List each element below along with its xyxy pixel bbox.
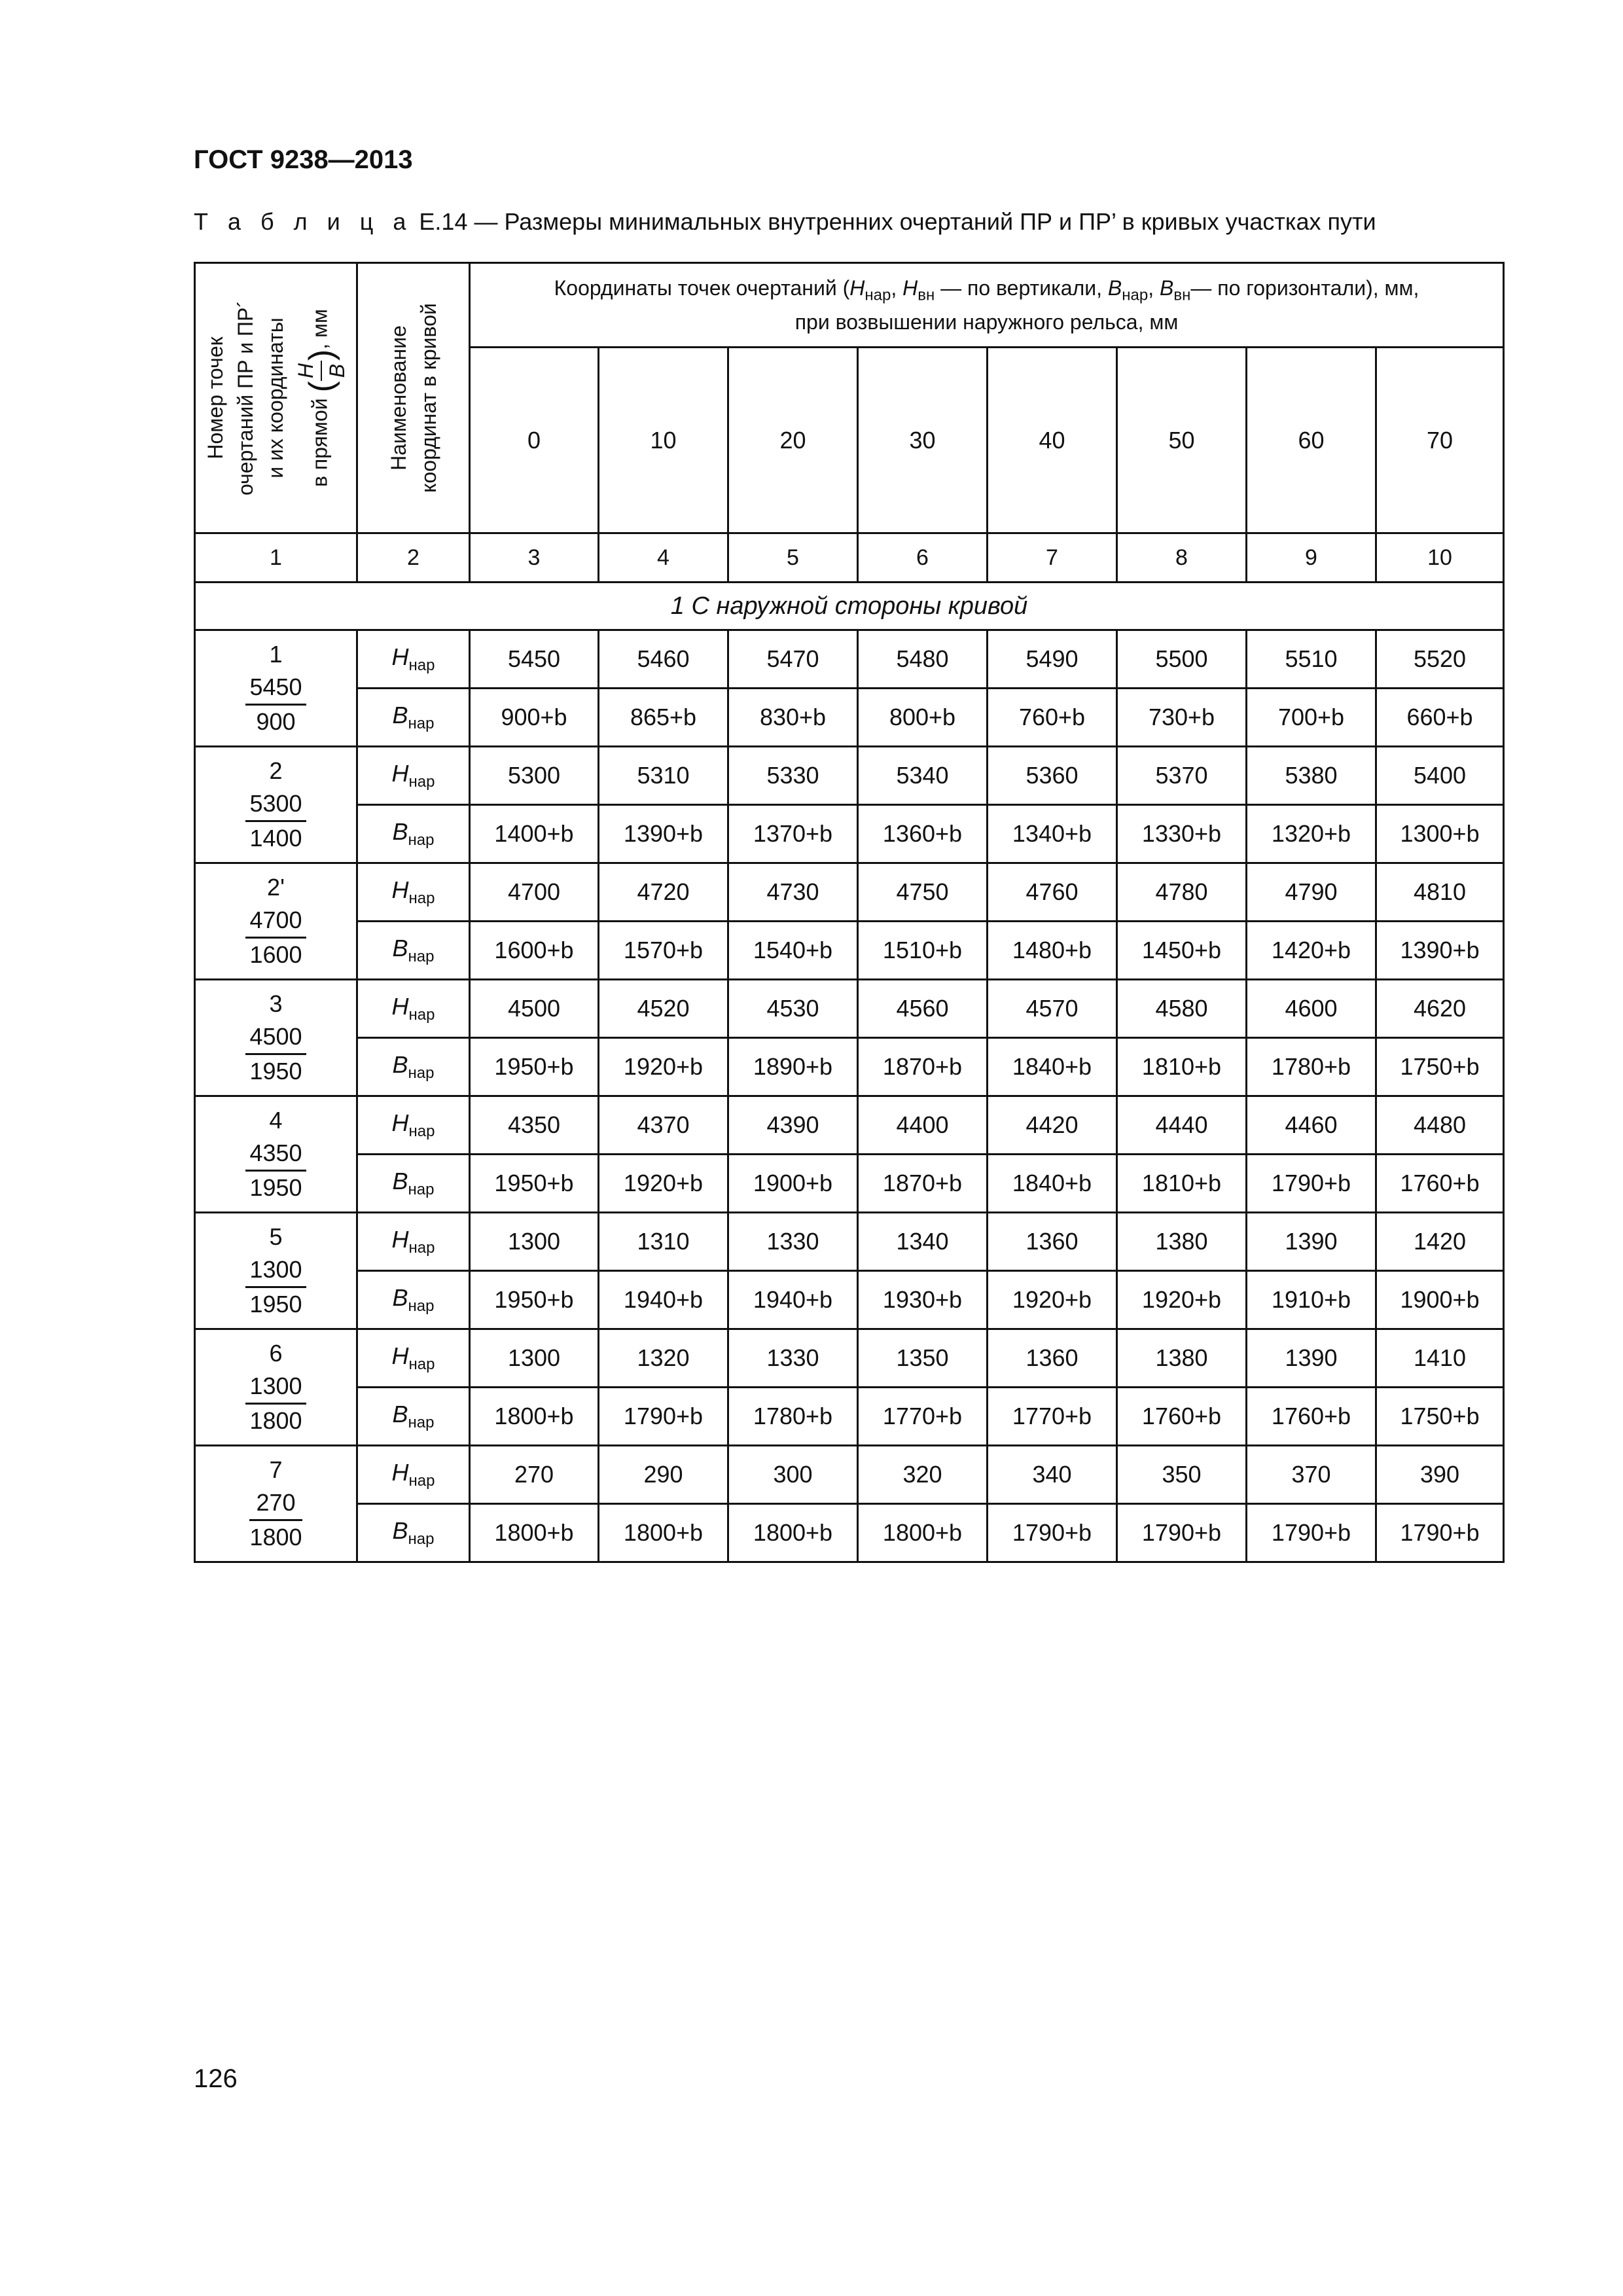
table-row: [195, 689, 1504, 747]
value-b: 1800+b: [728, 1504, 858, 1562]
point-id: 7: [269, 1456, 283, 1483]
point-coordinates: [249, 1486, 302, 1554]
header-coord-line-2: координат в кривой: [416, 303, 440, 493]
value-b: 1920+b: [599, 1155, 728, 1213]
value-b: 1780+b: [1247, 1038, 1376, 1096]
value-h: 4780: [1117, 863, 1247, 922]
point-h: 4700: [245, 904, 306, 939]
value-h: 300: [728, 1446, 858, 1504]
header-coord-line-1: Наименование: [386, 325, 410, 471]
value-b: 1320+b: [1247, 805, 1376, 863]
point-cell: [195, 1096, 357, 1213]
point-coordinates: [245, 1253, 306, 1321]
point-b: 1950: [249, 1291, 302, 1318]
value-b: 1400+b: [470, 805, 599, 863]
point-id: 4: [269, 1107, 283, 1134]
value-h: 4400: [858, 1096, 988, 1155]
value-h: 1390: [1247, 1329, 1376, 1388]
point-h: 4500: [245, 1020, 306, 1055]
point-b: 1600: [249, 941, 302, 968]
point-coordinates: [245, 787, 306, 855]
value-b: 1390+b: [599, 805, 728, 863]
value-b: 1360+b: [858, 805, 988, 863]
value-b: 1390+b: [1376, 922, 1504, 980]
value-b: 1780+b: [728, 1388, 858, 1446]
header-elevation: 20: [728, 348, 858, 533]
value-h: 5460: [599, 630, 728, 689]
column-number: 9: [1247, 533, 1376, 583]
value-b: 1760+b: [1376, 1155, 1504, 1213]
table-row: [195, 1388, 1504, 1446]
value-b: 1340+b: [988, 805, 1117, 863]
value-b: 1770+b: [988, 1388, 1117, 1446]
value-b: 1920+b: [599, 1038, 728, 1096]
point-coordinates: [245, 1020, 306, 1088]
table-row: [195, 1038, 1504, 1096]
column-number: 4: [599, 533, 728, 583]
header-point-unit: , мм: [307, 308, 331, 350]
point-h: 1300: [245, 1253, 306, 1288]
value-h: 4750: [858, 863, 988, 922]
value-b: 1930+b: [858, 1271, 988, 1329]
value-b: 1510+b: [858, 922, 988, 980]
coordinate-name-b: $B_{нар}$: [357, 689, 470, 747]
header-point-number: [195, 263, 357, 533]
point-coordinates: [245, 1370, 306, 1437]
header-point-straight: в прямой: [307, 398, 331, 488]
header-elevation: 0: [470, 348, 599, 533]
value-h: 5490: [988, 630, 1117, 689]
value-h: 4350: [470, 1096, 599, 1155]
header-point-line-3: и их координаты: [263, 317, 287, 478]
value-h: 4810: [1376, 863, 1504, 922]
value-b: 1890+b: [728, 1038, 858, 1096]
value-h: 4480: [1376, 1096, 1504, 1155]
coordinate-name-h: $H_{нар}$: [357, 1446, 470, 1504]
value-h: 5310: [599, 747, 728, 805]
value-b: 1330+b: [1117, 805, 1247, 863]
table-row: [195, 747, 1504, 805]
value-b: 1800+b: [599, 1504, 728, 1562]
document-header: ГОСТ 9238—2013: [194, 145, 413, 174]
coordinate-name-h: $H_{нар}$: [357, 1329, 470, 1388]
value-h: 4700: [470, 863, 599, 922]
value-h: 1390: [1247, 1213, 1376, 1271]
value-h: 4620: [1376, 980, 1504, 1038]
column-number: 7: [988, 533, 1117, 583]
caption-text: Е.14 — Размеры минимальных внутренних очертаний ПР и ПР’ в кривых участках пути: [412, 208, 1376, 235]
header-point-line-2: очертаний ПР и ПР´: [233, 300, 257, 496]
value-b: 1910+b: [1247, 1271, 1376, 1329]
value-h: 4420: [988, 1096, 1117, 1155]
value-h: 4560: [858, 980, 988, 1038]
value-h: 370: [1247, 1446, 1376, 1504]
value-h: 5340: [858, 747, 988, 805]
header-point-fraction: H B: [291, 361, 352, 381]
point-id: 2: [269, 757, 283, 784]
value-h: 4730: [728, 863, 858, 922]
coordinate-name-h: $H_{нар}$: [357, 1096, 470, 1155]
value-b: 1810+b: [1117, 1038, 1247, 1096]
coordinate-name-h: $H_{нар}$: [357, 747, 470, 805]
point-cell: [195, 630, 357, 747]
value-b: 1900+b: [728, 1155, 858, 1213]
header-elevation: 40: [988, 348, 1117, 533]
coordinate-name-b: $B_{нар}$: [357, 1271, 470, 1329]
coordinate-name-b: $B_{нар}$: [357, 1155, 470, 1213]
value-h: 5450: [470, 630, 599, 689]
point-h: 1300: [245, 1370, 306, 1405]
value-b: 1450+b: [1117, 922, 1247, 980]
value-h: 4760: [988, 863, 1117, 922]
value-b: 830+b: [728, 689, 858, 747]
value-b: 1840+b: [988, 1038, 1117, 1096]
value-h: 350: [1117, 1446, 1247, 1504]
point-b: 1950: [249, 1174, 302, 1201]
point-cell: [195, 1446, 357, 1562]
value-h: 1330: [728, 1329, 858, 1388]
point-id: 6: [269, 1340, 283, 1367]
point-b: 1950: [249, 1058, 302, 1085]
column-number: 1: [195, 533, 357, 583]
header-elevation: 60: [1247, 348, 1376, 533]
point-h: 5300: [245, 787, 306, 822]
value-h: 4790: [1247, 863, 1376, 922]
header-coordinate-name: [357, 263, 470, 533]
point-id: 1: [269, 641, 283, 668]
value-b: 1370+b: [728, 805, 858, 863]
coord-title-line-1: Координаты точек очертаний ($H_{нар}$, $H_{вн}$ — по вертикали, $B_{нар}$, $B_{вн}—$ по горизонтали), мм,: [554, 276, 1419, 304]
point-id: 3: [269, 990, 283, 1017]
table-row: [195, 1504, 1504, 1562]
value-h: 390: [1376, 1446, 1504, 1504]
value-h: 5470: [728, 630, 858, 689]
value-h: 340: [988, 1446, 1117, 1504]
value-b: 1790+b: [1247, 1155, 1376, 1213]
value-h: 1380: [1117, 1213, 1247, 1271]
point-b: 900: [256, 708, 296, 735]
table-row: [195, 1329, 1504, 1388]
value-h: 1360: [988, 1329, 1117, 1388]
value-b: 800+b: [858, 689, 988, 747]
header-coordinates-title: [470, 263, 1504, 348]
value-h: 1380: [1117, 1329, 1247, 1388]
point-cell: [195, 863, 357, 980]
value-b: 1950+b: [470, 1038, 599, 1096]
table-row: [195, 922, 1504, 980]
table-row: [195, 1213, 1504, 1271]
value-h: 4580: [1117, 980, 1247, 1038]
header-elevation: 10: [599, 348, 728, 533]
point-coordinates: [245, 904, 306, 971]
caption-label: Т а б л и ц а: [194, 208, 413, 235]
value-b: 1900+b: [1376, 1271, 1504, 1329]
value-b: 1540+b: [728, 922, 858, 980]
value-h: 320: [858, 1446, 988, 1504]
value-h: 270: [470, 1446, 599, 1504]
point-cell: [195, 1213, 357, 1329]
value-h: 4390: [728, 1096, 858, 1155]
value-b: 900+b: [470, 689, 599, 747]
table-row: [195, 1271, 1504, 1329]
value-b: 1950+b: [470, 1271, 599, 1329]
coordinate-name-b: $B_{нар}$: [357, 805, 470, 863]
value-h: 4600: [1247, 980, 1376, 1038]
coordinate-name-h: $H_{нар}$: [357, 1213, 470, 1271]
header-point-line-4: в прямой ( H B ), мм: [291, 300, 352, 495]
point-b: 1800: [249, 1524, 302, 1551]
point-cell: [195, 980, 357, 1096]
page-number: 126: [194, 2064, 238, 2093]
value-b: 1790+b: [1117, 1504, 1247, 1562]
value-b: 1940+b: [599, 1271, 728, 1329]
value-h: 1350: [858, 1329, 988, 1388]
value-b: 1810+b: [1117, 1155, 1247, 1213]
value-h: 5360: [988, 747, 1117, 805]
column-number: 6: [858, 533, 988, 583]
header-elevation: 50: [1117, 348, 1247, 533]
point-b: 1800: [249, 1407, 302, 1434]
point-h: 5450: [245, 671, 306, 706]
coordinate-name-b: $B_{нар}$: [357, 922, 470, 980]
point-cell: [195, 1329, 357, 1446]
column-number: 3: [470, 533, 599, 583]
point-id: 5: [269, 1223, 283, 1250]
value-h: 5520: [1376, 630, 1504, 689]
value-b: 865+b: [599, 689, 728, 747]
table-row: [195, 1155, 1504, 1213]
value-h: 4530: [728, 980, 858, 1038]
value-b: 1570+b: [599, 922, 728, 980]
value-b: 1870+b: [858, 1155, 988, 1213]
value-h: 1300: [470, 1329, 599, 1388]
value-b: 1950+b: [470, 1155, 599, 1213]
value-h: 1310: [599, 1213, 728, 1271]
value-b: 1800+b: [470, 1504, 599, 1562]
value-b: 760+b: [988, 689, 1117, 747]
table-row: [195, 863, 1504, 922]
value-h: 5480: [858, 630, 988, 689]
value-h: 5500: [1117, 630, 1247, 689]
point-cell: [195, 747, 357, 863]
value-h: 1320: [599, 1329, 728, 1388]
coordinate-name-h: $H_{нар}$: [357, 630, 470, 689]
value-h: 5380: [1247, 747, 1376, 805]
value-h: 1300: [470, 1213, 599, 1271]
coordinate-name-h: $H_{нар}$: [357, 980, 470, 1038]
dimensions-table: [194, 262, 1505, 1563]
value-b: 730+b: [1117, 689, 1247, 747]
header-elevation: 30: [858, 348, 988, 533]
point-b: 1400: [249, 825, 302, 852]
value-b: 1940+b: [728, 1271, 858, 1329]
value-h: 5510: [1247, 630, 1376, 689]
coordinate-name-b: $B_{нар}$: [357, 1504, 470, 1562]
value-b: 1770+b: [858, 1388, 988, 1446]
header-elevation: 70: [1376, 348, 1504, 533]
table-row: [195, 1446, 1504, 1504]
value-b: 1840+b: [988, 1155, 1117, 1213]
column-number: 2: [357, 533, 470, 583]
value-h: 5400: [1376, 747, 1504, 805]
value-h: 4500: [470, 980, 599, 1038]
value-b: 1300+b: [1376, 805, 1504, 863]
value-b: 1480+b: [988, 922, 1117, 980]
value-h: 5330: [728, 747, 858, 805]
value-b: 1750+b: [1376, 1038, 1504, 1096]
value-b: 1800+b: [470, 1388, 599, 1446]
point-h: 270: [249, 1486, 302, 1521]
value-h: 1330: [728, 1213, 858, 1271]
value-b: 1760+b: [1117, 1388, 1247, 1446]
column-number: 5: [728, 533, 858, 583]
point-id: 2': [267, 874, 285, 901]
value-b: 1920+b: [1117, 1271, 1247, 1329]
value-h: 1420: [1376, 1213, 1504, 1271]
value-h: 4370: [599, 1096, 728, 1155]
section-title: 1 С наружной стороны кривой: [195, 583, 1504, 630]
value-b: 1750+b: [1376, 1388, 1504, 1446]
value-h: 5370: [1117, 747, 1247, 805]
value-h: 1360: [988, 1213, 1117, 1271]
point-h: 4350: [245, 1137, 306, 1172]
value-h: 290: [599, 1446, 728, 1504]
table-row: [195, 630, 1504, 689]
coordinate-name-b: $B_{нар}$: [357, 1038, 470, 1096]
column-number: 8: [1117, 533, 1247, 583]
value-h: 4460: [1247, 1096, 1376, 1155]
value-b: 1420+b: [1247, 922, 1376, 980]
value-h: 4440: [1117, 1096, 1247, 1155]
value-b: 1920+b: [988, 1271, 1117, 1329]
coord-title-line-2: при возвышении наружного рельса, мм: [794, 310, 1179, 334]
header-point-line-1: Номер точек: [203, 336, 227, 459]
value-b: 1790+b: [988, 1504, 1117, 1562]
point-coordinates: [245, 671, 306, 738]
value-b: 1600+b: [470, 922, 599, 980]
table-caption: [194, 208, 1376, 236]
value-b: 660+b: [1376, 689, 1504, 747]
table-row: [195, 1096, 1504, 1155]
value-h: 4520: [599, 980, 728, 1038]
value-b: 1870+b: [858, 1038, 988, 1096]
value-h: 1410: [1376, 1329, 1504, 1388]
value-b: 1800+b: [858, 1504, 988, 1562]
column-number: 10: [1376, 533, 1504, 583]
value-b: 700+b: [1247, 689, 1376, 747]
value-b: 1760+b: [1247, 1388, 1376, 1446]
table-row: [195, 805, 1504, 863]
value-h: 4720: [599, 863, 728, 922]
value-b: 1790+b: [599, 1388, 728, 1446]
point-coordinates: [245, 1137, 306, 1204]
table-row: [195, 980, 1504, 1038]
value-h: 4570: [988, 980, 1117, 1038]
coordinate-name-h: $H_{нар}$: [357, 863, 470, 922]
coordinate-name-b: $B_{нар}$: [357, 1388, 470, 1446]
value-b: 1790+b: [1376, 1504, 1504, 1562]
value-h: 1340: [858, 1213, 988, 1271]
value-b: 1790+b: [1247, 1504, 1376, 1562]
value-h: 5300: [470, 747, 599, 805]
